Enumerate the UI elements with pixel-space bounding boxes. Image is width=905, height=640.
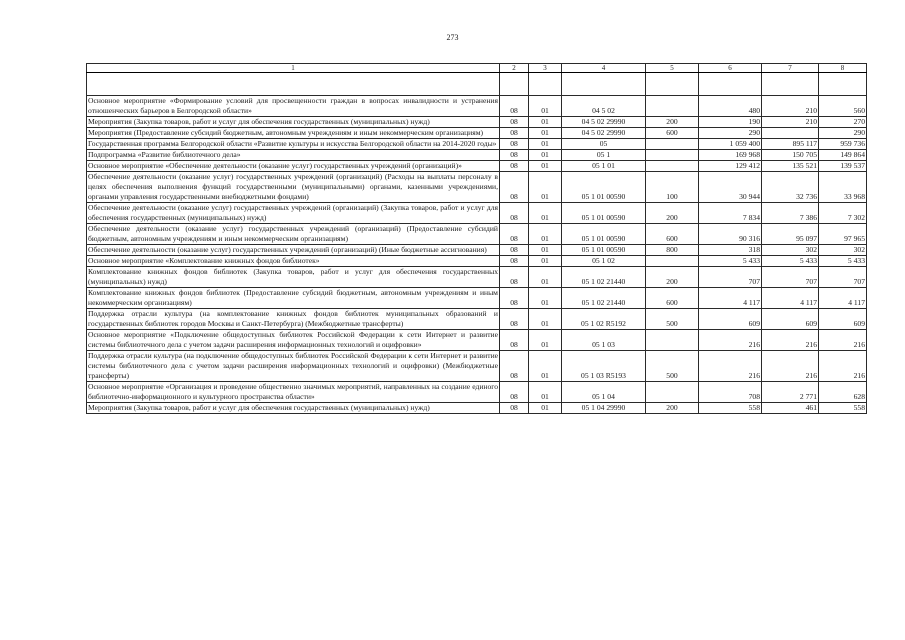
amount-year3-cell: 959 736 <box>819 139 867 150</box>
amount-year2-cell: 150 705 <box>762 150 819 161</box>
amount-year2-cell <box>762 128 819 139</box>
target-article-cell: 05 1 02 <box>562 256 646 267</box>
section-code-cell: 08 <box>500 309 529 330</box>
amount-year1-cell: 30 944 <box>699 172 762 203</box>
column-header: 6 <box>699 64 762 73</box>
amount-year2-cell: 4 117 <box>762 288 819 309</box>
row-name-cell: Обеспечение деятельности (оказание услуг) государственных учреждений (организаций) (Предоставление субсидий бюджетным, автономным учреждениям и иным некоммерческим организациям) <box>88 224 498 244</box>
table-row <box>87 256 867 267</box>
subsection-code-cell: 01 <box>529 403 562 414</box>
amount-year2-cell: 95 097 <box>762 224 819 245</box>
table-row <box>87 161 867 172</box>
subsection-code-cell: 01 <box>529 309 562 330</box>
subsection-code-cell: 01 <box>529 161 562 172</box>
subsection-code-cell: 01 <box>529 128 562 139</box>
section-code-cell: 08 <box>500 117 529 128</box>
amount-year1-cell: 90 316 <box>699 224 762 245</box>
section-code-cell: 08 <box>500 403 529 414</box>
amount-year3-cell: 7 302 <box>819 203 867 224</box>
amount-year1-cell: 216 <box>699 330 762 351</box>
amount-year3-cell: 216 <box>819 351 867 382</box>
section-code-cell: 08 <box>500 150 529 161</box>
amount-year2-cell: 609 <box>762 309 819 330</box>
expense-type-cell: 200 <box>646 203 699 224</box>
amount-year3-cell: 4 117 <box>819 288 867 309</box>
row-name-cell: Обеспечение деятельности (оказание услуг) государственных учреждений (организаций) (Иные бюджетные ассигнования) <box>87 245 500 256</box>
subsection-code-cell: 01 <box>529 203 562 224</box>
table-body <box>87 73 867 414</box>
expense-type-cell: 600 <box>646 128 699 139</box>
section-code-cell: 08 <box>500 267 529 288</box>
target-article-cell: 05 <box>562 139 646 150</box>
column-header: 2 <box>500 64 529 73</box>
expense-type-cell <box>646 150 699 161</box>
section-code-cell: 08 <box>500 203 529 224</box>
table-row <box>87 96 867 117</box>
section-code-cell: 08 <box>500 245 529 256</box>
table-row <box>87 403 867 414</box>
amount-year1-cell: 558 <box>699 403 762 414</box>
table-row <box>87 245 867 256</box>
row-name-cell: Мероприятия (Закупка товаров, работ и услуг для обеспечения государственных (муниципальных) нужд) <box>87 117 500 128</box>
amount-year2-cell: 2 771 <box>762 382 819 403</box>
expense-type-cell: 800 <box>646 245 699 256</box>
table-row <box>87 288 867 309</box>
column-number-row <box>87 64 867 73</box>
column-header: 1 <box>87 64 500 73</box>
subsection-code-cell: 01 <box>529 256 562 267</box>
amount-year3-cell: 5 433 <box>819 256 867 267</box>
expense-type-cell <box>646 330 699 351</box>
amount-year2-cell: 216 <box>762 330 819 351</box>
table-row <box>87 117 867 128</box>
amount-year3-cell: 33 968 <box>819 172 867 203</box>
subsection-code-cell: 01 <box>529 117 562 128</box>
amount-year1-cell: 290 <box>699 128 762 139</box>
amount-year3-cell: 139 537 <box>819 161 867 172</box>
row-name-cell: Обеспечение деятельности (оказание услуг) государственных учреждений (организаций) (Закупка товаров, работ и услуг для обеспечения государственных (муниципальных) нужд) <box>88 203 498 223</box>
expense-type-cell: 200 <box>646 117 699 128</box>
table-row <box>87 267 867 288</box>
section-code-cell: 08 <box>500 172 529 203</box>
amount-year2-cell: 5 433 <box>762 256 819 267</box>
amount-year3-cell: 560 <box>819 96 867 117</box>
target-article-cell: 05 1 03 <box>562 330 646 351</box>
section-code-cell: 08 <box>500 351 529 382</box>
subsection-code-cell: 01 <box>529 288 562 309</box>
target-article-cell: 05 1 01 00590 <box>562 203 646 224</box>
amount-year3-cell: 609 <box>819 309 867 330</box>
subsection-code-cell: 01 <box>529 150 562 161</box>
amount-year1-cell: 1 059 400 <box>699 139 762 150</box>
row-name-cell: Комплектование книжных фондов библиотек (Предоставление субсидий бюджетным, автономным учреждениям и иным некоммерческим организациям) <box>88 288 498 308</box>
row-name-cell: Подпрограмма «Развитие библиотечного дела» <box>87 150 500 161</box>
target-article-cell: 05 1 04 29990 <box>562 403 646 414</box>
expense-type-cell: 600 <box>646 288 699 309</box>
table-row <box>87 203 867 224</box>
expense-type-cell: 500 <box>646 351 699 382</box>
column-header: 3 <box>529 64 562 73</box>
row-name-cell: Комплектование книжных фондов библиотек (Закупка товаров, работ и услуг для обеспечения государственных (муниципальных) нужд) <box>88 267 498 287</box>
amount-year1-cell: 4 117 <box>699 288 762 309</box>
amount-year2-cell: 461 <box>762 403 819 414</box>
section-code-cell: 08 <box>500 161 529 172</box>
row-name-cell: Основное мероприятие «Формирование условий для просвещенности граждан в вопросах инвалидности и устранения отношенческих барьеров в Белгородской области» <box>88 96 498 116</box>
amount-year1-cell: 169 968 <box>699 150 762 161</box>
table-row <box>87 382 867 403</box>
amount-year1-cell: 609 <box>699 309 762 330</box>
section-code-cell: 08 <box>500 330 529 351</box>
column-header: 5 <box>646 64 699 73</box>
row-name-cell: Государственная программа Белгородской области «Развитие культуры и искусства Белгородской области на 2014-2020 годы» <box>87 139 500 150</box>
column-header: 7 <box>762 64 819 73</box>
amount-year3-cell: 149 864 <box>819 150 867 161</box>
budget-table <box>86 63 867 414</box>
amount-year2-cell: 135 521 <box>762 161 819 172</box>
expense-type-cell: 200 <box>646 403 699 414</box>
expense-type-cell <box>646 256 699 267</box>
expense-type-cell <box>646 161 699 172</box>
spacer-row <box>87 73 867 96</box>
amount-year1-cell: 5 433 <box>699 256 762 267</box>
amount-year3-cell: 216 <box>819 330 867 351</box>
target-article-cell: 05 1 02 R5192 <box>562 309 646 330</box>
target-article-cell: 04 5 02 <box>562 96 646 117</box>
target-article-cell: 04 5 02 29990 <box>562 117 646 128</box>
section-code-cell: 08 <box>500 288 529 309</box>
expense-type-cell: 600 <box>646 224 699 245</box>
subsection-code-cell: 01 <box>529 224 562 245</box>
target-article-cell: 05 1 04 <box>562 382 646 403</box>
subsection-code-cell: 01 <box>529 330 562 351</box>
subsection-code-cell: 01 <box>529 267 562 288</box>
amount-year1-cell: 190 <box>699 117 762 128</box>
expense-type-cell <box>646 96 699 117</box>
amount-year3-cell: 97 965 <box>819 224 867 245</box>
table-row <box>87 128 867 139</box>
target-article-cell: 05 1 01 00590 <box>562 245 646 256</box>
target-article-cell: 05 1 02 21440 <box>562 288 646 309</box>
subsection-code-cell: 01 <box>529 351 562 382</box>
expense-type-cell: 100 <box>646 172 699 203</box>
amount-year1-cell: 707 <box>699 267 762 288</box>
amount-year3-cell: 290 <box>819 128 867 139</box>
subsection-code-cell: 01 <box>529 245 562 256</box>
amount-year1-cell: 480 <box>699 96 762 117</box>
amount-year2-cell: 707 <box>762 267 819 288</box>
subsection-code-cell: 01 <box>529 382 562 403</box>
section-code-cell: 08 <box>500 224 529 245</box>
row-name-cell: Основное мероприятие «Обеспечение деятельности (оказание услуг) государственных учреждений (организаций)» <box>87 161 500 172</box>
section-code-cell: 08 <box>500 256 529 267</box>
row-name-cell: Мероприятия (Закупка товаров, работ и услуг для обеспечения государственных (муниципальных) нужд) <box>87 403 500 414</box>
expense-type-cell <box>646 382 699 403</box>
section-code-cell: 08 <box>500 128 529 139</box>
amount-year2-cell: 895 117 <box>762 139 819 150</box>
amount-year2-cell: 210 <box>762 117 819 128</box>
column-header: 8 <box>819 64 867 73</box>
amount-year1-cell: 318 <box>699 245 762 256</box>
amount-year2-cell: 216 <box>762 351 819 382</box>
expense-type-cell <box>646 139 699 150</box>
amount-year1-cell: 129 412 <box>699 161 762 172</box>
row-name-cell: Поддержка отрасли культура (на комплектование книжных фондов библиотек муниципальных образований и государственных библиотек городов Москвы и Санкт-Петербурга) (Межбюджетные трансферты) <box>88 309 498 329</box>
table-row <box>87 172 867 203</box>
row-name-cell: Основное мероприятие «Организация и проведение общественно значимых мероприятий, направленных на создание единого библиотечно-информационного и культурного пространства области» <box>88 382 498 402</box>
table-row <box>87 309 867 330</box>
amount-year1-cell: 7 834 <box>699 203 762 224</box>
target-article-cell: 04 5 02 29990 <box>562 128 646 139</box>
target-article-cell: 05 1 01 <box>562 161 646 172</box>
amount-year3-cell: 270 <box>819 117 867 128</box>
table-row <box>87 139 867 150</box>
target-article-cell: 05 1 02 21440 <box>562 267 646 288</box>
page-number: 273 <box>446 33 459 42</box>
subsection-code-cell: 01 <box>529 96 562 117</box>
row-name-cell: Основное мероприятие «Комплектование книжных фондов библиотек» <box>87 256 500 267</box>
target-article-cell: 05 1 03 R5193 <box>562 351 646 382</box>
section-code-cell: 08 <box>500 382 529 403</box>
target-article-cell: 05 1 01 00590 <box>562 224 646 245</box>
row-name-cell: Основное мероприятие «Подключение общедоступных библиотек Российской Федерации к сети Интернет и развитие системы библиотечного дела с учетом задачи расширения информационных технологий и оцифровки» <box>88 330 498 350</box>
subsection-code-cell: 01 <box>529 172 562 203</box>
target-article-cell: 05 1 <box>562 150 646 161</box>
section-code-cell: 08 <box>500 96 529 117</box>
amount-year3-cell: 707 <box>819 267 867 288</box>
column-header: 4 <box>562 64 646 73</box>
expense-type-cell: 200 <box>646 267 699 288</box>
table-row <box>87 351 867 382</box>
table-row <box>87 330 867 351</box>
target-article-cell: 05 1 01 00590 <box>562 172 646 203</box>
section-code-cell: 08 <box>500 139 529 150</box>
amount-year3-cell: 558 <box>819 403 867 414</box>
amount-year1-cell: 708 <box>699 382 762 403</box>
amount-year3-cell: 302 <box>819 245 867 256</box>
amount-year2-cell: 7 386 <box>762 203 819 224</box>
subsection-code-cell: 01 <box>529 139 562 150</box>
row-name-cell: Мероприятия (Предоставление субсидий бюджетным, автономным учреждениям и иным некоммерческим организациям) <box>87 128 500 139</box>
row-name-cell: Обеспечение деятельности (оказание услуг) государственных учреждений (организаций) (Расходы на выплаты персоналу в целях обеспечения выполнения функций государственными (муниципальными) органами, казенными учреждениями, органами управления государственными внебюджетными фондами) <box>88 172 498 202</box>
amount-year3-cell: 628 <box>819 382 867 403</box>
table-row <box>87 224 867 245</box>
amount-year2-cell: 302 <box>762 245 819 256</box>
row-name-cell: Поддержка отрасли культура (на подключение общедоступных библиотек Российской Федерации к сети Интернет и развитие системы библиотечного дела с учетом задачи расширения информационных технологий и оцифровки) (Межбюджетные трансферты) <box>88 351 498 381</box>
amount-year2-cell: 32 736 <box>762 172 819 203</box>
table-row <box>87 150 867 161</box>
amount-year1-cell: 216 <box>699 351 762 382</box>
amount-year2-cell: 210 <box>762 96 819 117</box>
expense-type-cell: 500 <box>646 309 699 330</box>
